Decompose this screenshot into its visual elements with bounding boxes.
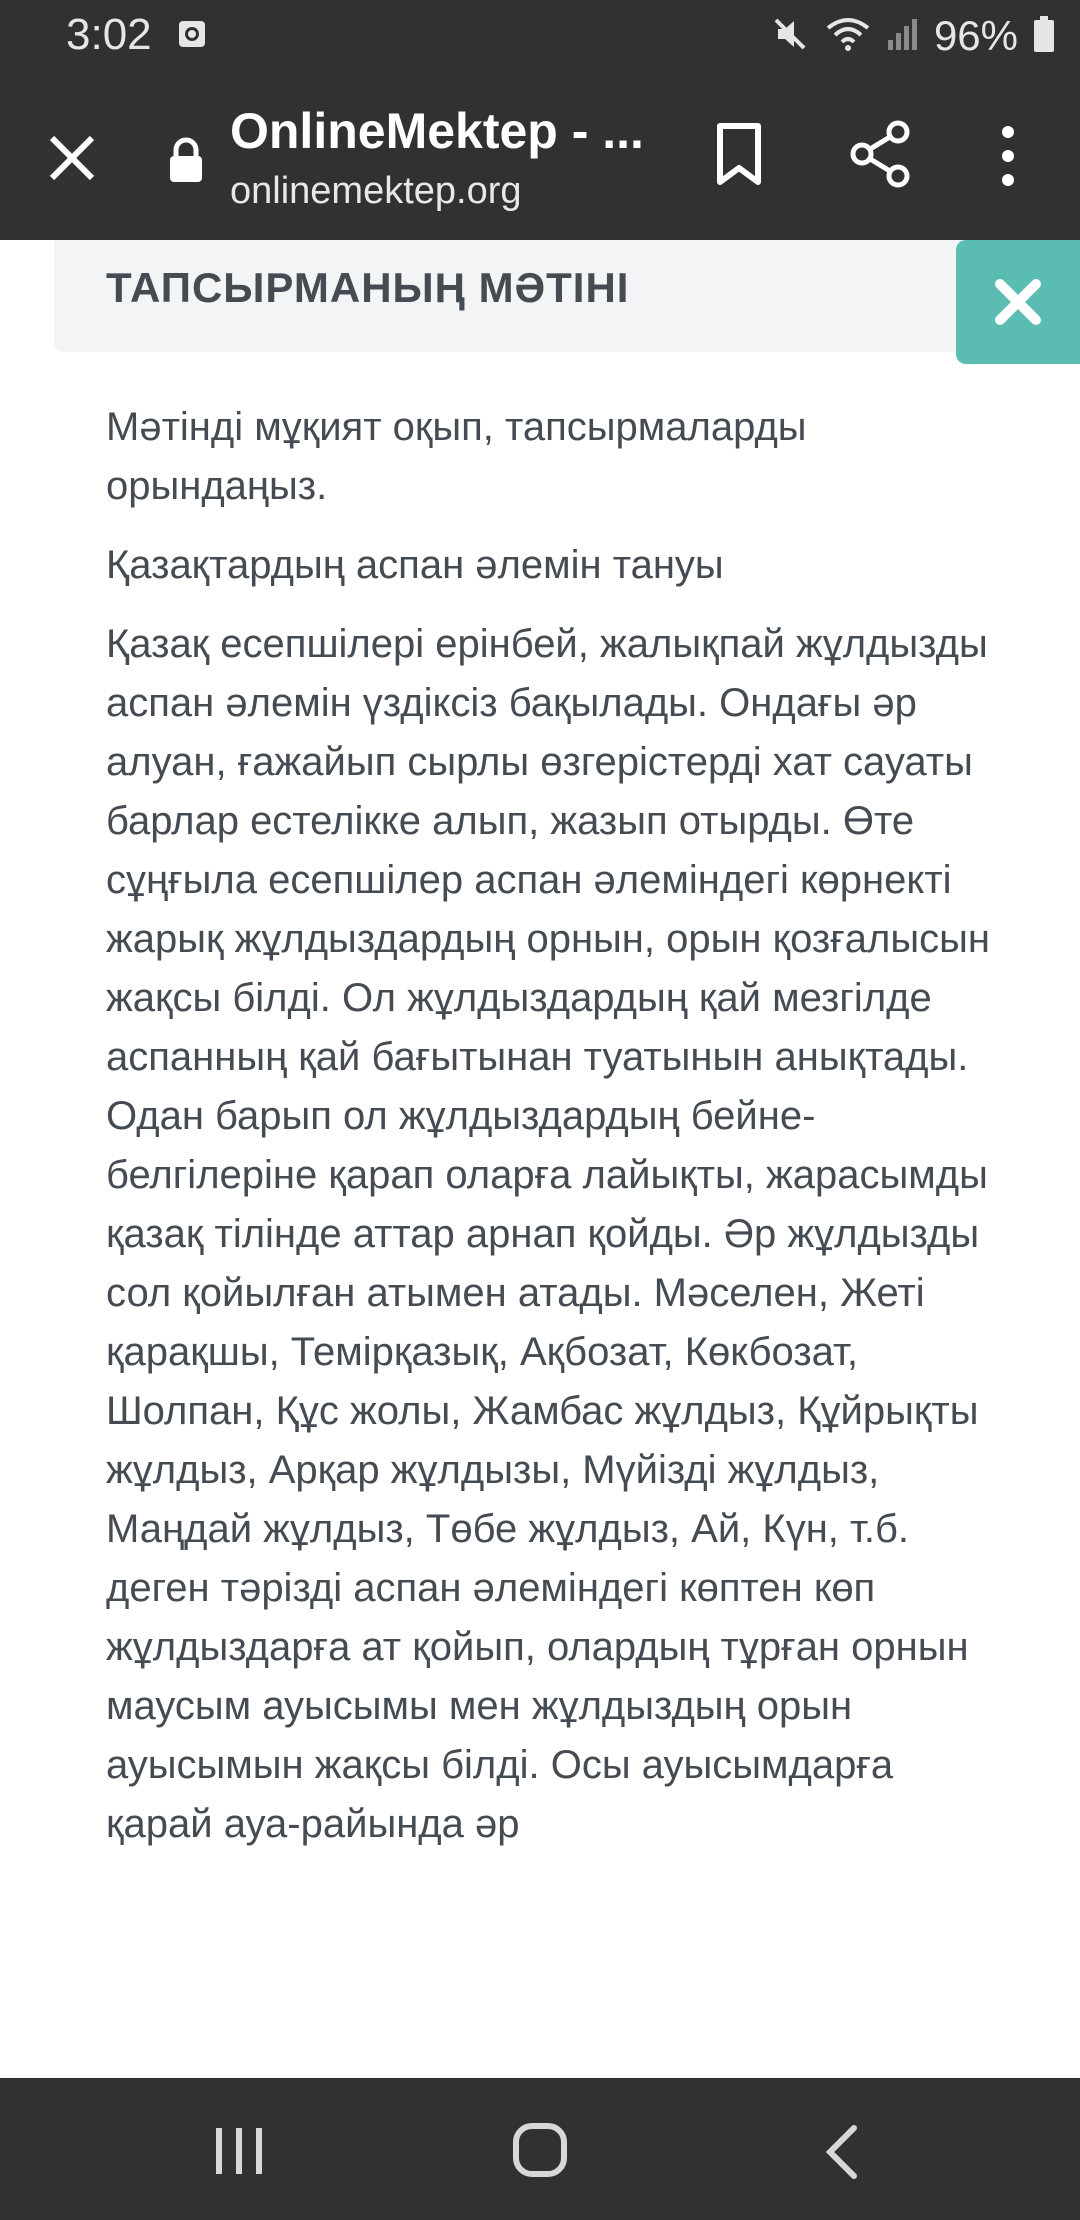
x-icon [992, 276, 1044, 328]
battery-percent: 96% [933, 12, 1018, 59]
page-content[interactable] [0, 240, 1080, 2078]
bookmark-icon[interactable] [712, 122, 766, 186]
browser-toolbar [0, 72, 1080, 240]
system-nav-bar [0, 2078, 1080, 2220]
text-heading: Қазақтардың аспан әлемін тануы [106, 543, 724, 587]
close-panel-button[interactable] [956, 240, 1080, 364]
page-url[interactable]: onlinemektep.org [230, 170, 522, 212]
more-vert-icon[interactable] [996, 124, 1020, 188]
status-icons [770, 10, 1056, 62]
body-text: Қазақ есепшілері ерінбей, жалықпай жұлдызды аспан әлемін үздіксіз бақылады. Ондағы әр алуан, ғажайып сырлы өзгерістерді хат сауаты барлар естелікке алып, жазып отырды. Өте сұңғыла есепшілер аспан әлеміндегі көрнекті жарық жұлдыздардың орнын, орын қозғалысын жақсы білді. Ол жұлдыздардың қай мезгілде аспанның қай бағытынан туатынын анықтады. Одан барып ол жұлдыздардың бейне-белгілеріне қарап оларға лайықты, жарасымды қазақ тілінде аттар арнап қойды. Әр жұлдызды сол қойылған атымен атады. Мәселен, Жеті қарақшы, Темірқазық, Ақбозат, Көкбозат, Шолпан, Құс жолы, Жамбас жұлдыз, Құйрықты жұлдыз, Арқар жұлдызы, Мүйізді жұлдыз, Маңдай жұлдыз, Төбе жұлдыз, Ай, Күн, т.б. деген тәрізді аспан әлеміндегі көптен көп жұлдыздарға ат қойып, олардың тұрған орнын маусым ауысымы мен жұлдыздың орын ауысымын жақсы білді. Осы ауысымдарға қарай ауа-райында әр [106, 622, 990, 1846]
page-title[interactable]: OnlineMektep - ... [230, 103, 644, 159]
share-icon[interactable] [848, 120, 912, 188]
instruction-text: Мәтінді мұқият оқып, тапсырмаларды орындаңыз. [106, 405, 807, 508]
signal-icon [886, 14, 920, 59]
recent-apps-icon[interactable] [212, 2126, 266, 2176]
lock-icon [166, 136, 206, 184]
wifi-icon [824, 14, 872, 59]
back-icon[interactable] [822, 2124, 862, 2180]
mute-icon [770, 14, 810, 59]
clock-icon [178, 20, 206, 48]
status-time: 3:02 [66, 10, 152, 59]
section-title: ТАПСЫРМАНЫҢ МӘТІНІ [106, 264, 630, 311]
status-bar [0, 0, 1080, 72]
home-icon[interactable] [512, 2122, 568, 2178]
task-text [106, 398, 1006, 1874]
section-header [54, 240, 974, 352]
battery-icon [1032, 14, 1056, 59]
close-icon[interactable] [44, 130, 100, 186]
